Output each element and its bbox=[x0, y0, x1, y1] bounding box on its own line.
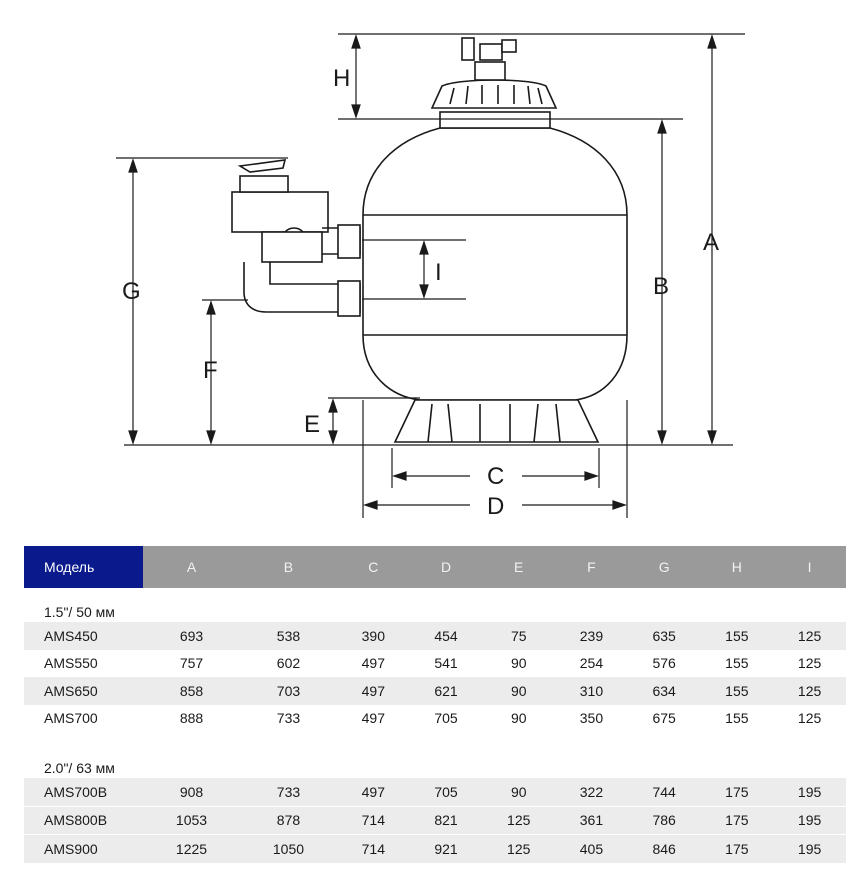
value-cell: 733 bbox=[240, 778, 337, 806]
value-cell: 705 bbox=[410, 705, 483, 733]
label-B: B bbox=[653, 273, 670, 300]
value-cell: 714 bbox=[337, 835, 410, 863]
label-D: D bbox=[487, 493, 505, 520]
top-collar bbox=[440, 112, 550, 128]
value-cell: 175 bbox=[700, 806, 773, 835]
value-cell: 90 bbox=[482, 677, 555, 705]
value-cell: 733 bbox=[240, 705, 337, 733]
model-cell: AMS800B bbox=[24, 806, 143, 835]
value-cell: 1225 bbox=[143, 835, 240, 863]
label-C: C bbox=[487, 463, 505, 490]
value-cell: 75 bbox=[482, 622, 555, 650]
value-cell: 90 bbox=[482, 778, 555, 806]
value-cell: 821 bbox=[410, 806, 483, 835]
value-cell: 1053 bbox=[143, 806, 240, 835]
dimensions-table bbox=[24, 546, 846, 863]
column-header: D bbox=[410, 546, 483, 588]
value-cell: 497 bbox=[337, 705, 410, 733]
column-header: I bbox=[773, 546, 846, 588]
table-row bbox=[24, 677, 846, 705]
value-cell: 405 bbox=[555, 835, 628, 863]
model-cell: AMS550 bbox=[24, 650, 143, 678]
value-cell: 195 bbox=[773, 835, 846, 863]
value-cell: 693 bbox=[143, 622, 240, 650]
value-cell: 786 bbox=[628, 806, 701, 835]
base-foot bbox=[395, 400, 598, 442]
value-cell: 576 bbox=[628, 650, 701, 678]
group-spacer bbox=[24, 732, 846, 744]
table-row bbox=[24, 778, 846, 806]
value-cell: 921 bbox=[410, 835, 483, 863]
value-cell: 125 bbox=[773, 677, 846, 705]
group-title: 1.5"/ 50 мм bbox=[24, 588, 846, 622]
value-cell: 125 bbox=[773, 622, 846, 650]
value-cell: 350 bbox=[555, 705, 628, 733]
group-title-row bbox=[24, 588, 846, 622]
value-cell: 757 bbox=[143, 650, 240, 678]
model-column-header: Модель bbox=[24, 546, 143, 588]
column-header: B bbox=[240, 546, 337, 588]
value-cell: 175 bbox=[700, 835, 773, 863]
value-cell: 497 bbox=[337, 650, 410, 678]
group-title: 2.0"/ 63 мм bbox=[24, 744, 846, 778]
value-cell: 497 bbox=[337, 677, 410, 705]
value-cell: 90 bbox=[482, 650, 555, 678]
model-cell: AMS900 bbox=[24, 835, 143, 863]
value-cell: 125 bbox=[773, 650, 846, 678]
value-cell: 846 bbox=[628, 835, 701, 863]
multiport-valve bbox=[232, 192, 328, 232]
value-cell: 635 bbox=[628, 622, 701, 650]
value-cell: 634 bbox=[628, 677, 701, 705]
value-cell: 239 bbox=[555, 622, 628, 650]
value-cell: 703 bbox=[240, 677, 337, 705]
value-cell: 195 bbox=[773, 778, 846, 806]
value-cell: 310 bbox=[555, 677, 628, 705]
value-cell: 888 bbox=[143, 705, 240, 733]
value-cell: 497 bbox=[337, 778, 410, 806]
table-header-row bbox=[24, 546, 846, 588]
model-cell: AMS700B bbox=[24, 778, 143, 806]
value-cell: 195 bbox=[773, 806, 846, 835]
label-H: H bbox=[333, 65, 351, 92]
table-row bbox=[24, 705, 846, 733]
column-header: A bbox=[143, 546, 240, 588]
column-header: G bbox=[628, 546, 701, 588]
label-A: A bbox=[703, 229, 720, 256]
value-cell: 322 bbox=[555, 778, 628, 806]
value-cell: 675 bbox=[628, 705, 701, 733]
table-row bbox=[24, 835, 846, 863]
value-cell: 541 bbox=[410, 650, 483, 678]
value-cell: 155 bbox=[700, 622, 773, 650]
table-row bbox=[24, 806, 846, 835]
value-cell: 125 bbox=[773, 705, 846, 733]
group-title-row bbox=[24, 744, 846, 778]
value-cell: 858 bbox=[143, 677, 240, 705]
value-cell: 155 bbox=[700, 677, 773, 705]
tank-body bbox=[363, 128, 627, 400]
table-row bbox=[24, 622, 846, 650]
model-cell: AMS450 bbox=[24, 622, 143, 650]
top-valve bbox=[475, 62, 505, 80]
value-cell: 155 bbox=[700, 705, 773, 733]
value-cell: 705 bbox=[410, 778, 483, 806]
value-cell: 175 bbox=[700, 778, 773, 806]
label-I: I bbox=[435, 259, 442, 286]
column-header: C bbox=[337, 546, 410, 588]
value-cell: 744 bbox=[628, 778, 701, 806]
column-header: E bbox=[482, 546, 555, 588]
value-cell: 714 bbox=[337, 806, 410, 835]
value-cell: 390 bbox=[337, 622, 410, 650]
model-cell: AMS700 bbox=[24, 705, 143, 733]
value-cell: 538 bbox=[240, 622, 337, 650]
table-row bbox=[24, 650, 846, 678]
value-cell: 254 bbox=[555, 650, 628, 678]
value-cell: 90 bbox=[482, 705, 555, 733]
value-cell: 1050 bbox=[240, 835, 337, 863]
value-cell: 454 bbox=[410, 622, 483, 650]
column-header: H bbox=[700, 546, 773, 588]
model-cell: AMS650 bbox=[24, 677, 143, 705]
value-cell: 125 bbox=[482, 806, 555, 835]
value-cell: 125 bbox=[482, 835, 555, 863]
value-cell: 155 bbox=[700, 650, 773, 678]
value-cell: 621 bbox=[410, 677, 483, 705]
column-header: F bbox=[555, 546, 628, 588]
label-F: F bbox=[203, 357, 218, 384]
label-E: E bbox=[304, 411, 321, 438]
value-cell: 908 bbox=[143, 778, 240, 806]
label-G: G bbox=[122, 278, 141, 305]
value-cell: 878 bbox=[240, 806, 337, 835]
value-cell: 361 bbox=[555, 806, 628, 835]
value-cell: 602 bbox=[240, 650, 337, 678]
